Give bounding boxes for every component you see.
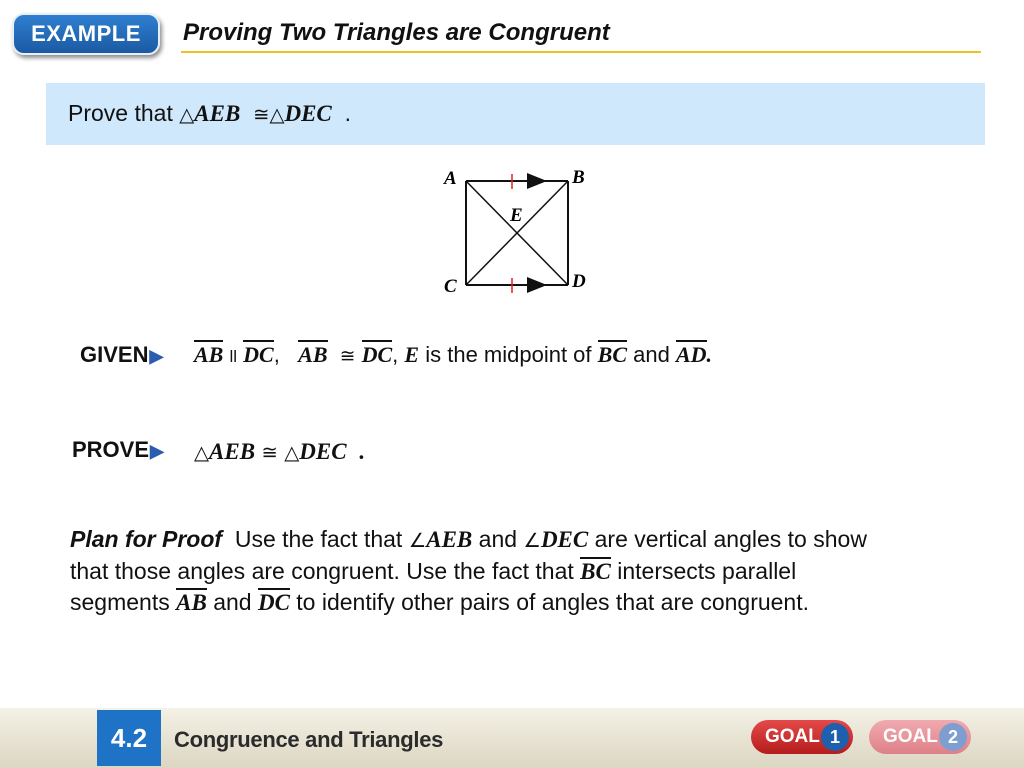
segment-dc-overline: DC — [243, 342, 274, 367]
prove-statement — [194, 438, 365, 465]
congruent-symbol: ≅ — [253, 103, 270, 126]
label-d: D — [572, 271, 586, 292]
goal-2-button[interactable] — [869, 720, 971, 754]
triangle-dec: DEC — [299, 439, 347, 464]
segment-dc-overline: DC — [361, 342, 393, 367]
segment-ad-overline: AD — [675, 342, 707, 367]
segment-ab-overline: AB — [298, 342, 328, 367]
prove-that-statement — [68, 100, 351, 127]
triangle-icon: △ — [284, 441, 300, 464]
plan-heading: Plan for Proof — [70, 526, 223, 552]
triangle-dec: DEC — [284, 101, 332, 126]
triangle-aeb: AEB — [194, 101, 241, 126]
section-number-badge: 4.2 — [97, 710, 161, 766]
given-label-text: GIVEN — [80, 342, 149, 367]
period: . — [706, 342, 713, 367]
slide-title: Proving Two Triangles are Congruent — [183, 19, 610, 46]
plan-text: Use the fact that — [234, 526, 403, 552]
goal-1-label: GOAL — [765, 726, 820, 747]
comma: , — [273, 342, 280, 367]
period: . — [344, 100, 351, 126]
footer-title: Congruence and Triangles — [174, 727, 444, 752]
prove-that-lead: Prove that — [68, 100, 173, 126]
angle-aeb: AEB — [426, 527, 473, 552]
prove-label-text: PROVE — [72, 437, 150, 462]
label-a: A — [444, 168, 457, 189]
angle-dec: DEC — [540, 527, 589, 552]
segment-ab-overline: AB — [176, 590, 207, 615]
midpoint-text: is the midpoint of — [425, 342, 592, 367]
and-text: and — [633, 342, 670, 367]
given-statement — [194, 340, 712, 368]
prove-label — [72, 437, 164, 463]
plan-text: to identify other pairs of angles that are congruent. — [296, 589, 810, 615]
play-arrow-icon: ▶ — [149, 346, 164, 366]
plan-text: are vertical angles to show that those angles are congruent. Use the fact that — [70, 526, 867, 584]
triangle-aeb: AEB — [209, 439, 256, 464]
goal-2-number: 2 — [939, 723, 967, 751]
angle-icon: ∠ — [523, 529, 541, 552]
goal-1-button[interactable] — [751, 720, 853, 754]
point-e: E — [404, 342, 420, 367]
comma: , — [392, 342, 399, 367]
given-label — [80, 342, 163, 368]
period: . — [359, 439, 366, 464]
congruent-symbol: ≅ — [339, 346, 356, 367]
parallel-symbol: ll — [229, 347, 238, 366]
goal-1-number: 1 — [821, 723, 849, 751]
label-c: C — [444, 276, 457, 297]
segment-ab-overline: AB — [194, 342, 224, 367]
plan-text: intersects parallel segments — [70, 558, 797, 615]
segment-bc-overline: BC — [580, 559, 611, 584]
triangle-icon: △ — [179, 103, 195, 126]
square-diagram — [430, 160, 600, 300]
label-e: E — [510, 205, 523, 226]
plan-text: and — [213, 589, 252, 615]
example-badge: EXAMPLE — [12, 13, 160, 55]
triangle-icon: △ — [194, 441, 210, 464]
angle-icon: ∠ — [408, 529, 427, 552]
plan-text: and — [478, 526, 518, 552]
goal-2-label: GOAL — [883, 726, 938, 747]
triangle-icon: △ — [269, 103, 285, 126]
segment-bc-overline: BC — [597, 342, 628, 367]
plan-for-proof — [70, 524, 870, 618]
segment-dc-overline: DC — [257, 590, 290, 615]
title-underline — [181, 51, 981, 53]
label-b: B — [572, 167, 585, 188]
play-arrow-icon: ▶ — [150, 441, 164, 461]
congruent-symbol: ≅ — [261, 441, 278, 464]
